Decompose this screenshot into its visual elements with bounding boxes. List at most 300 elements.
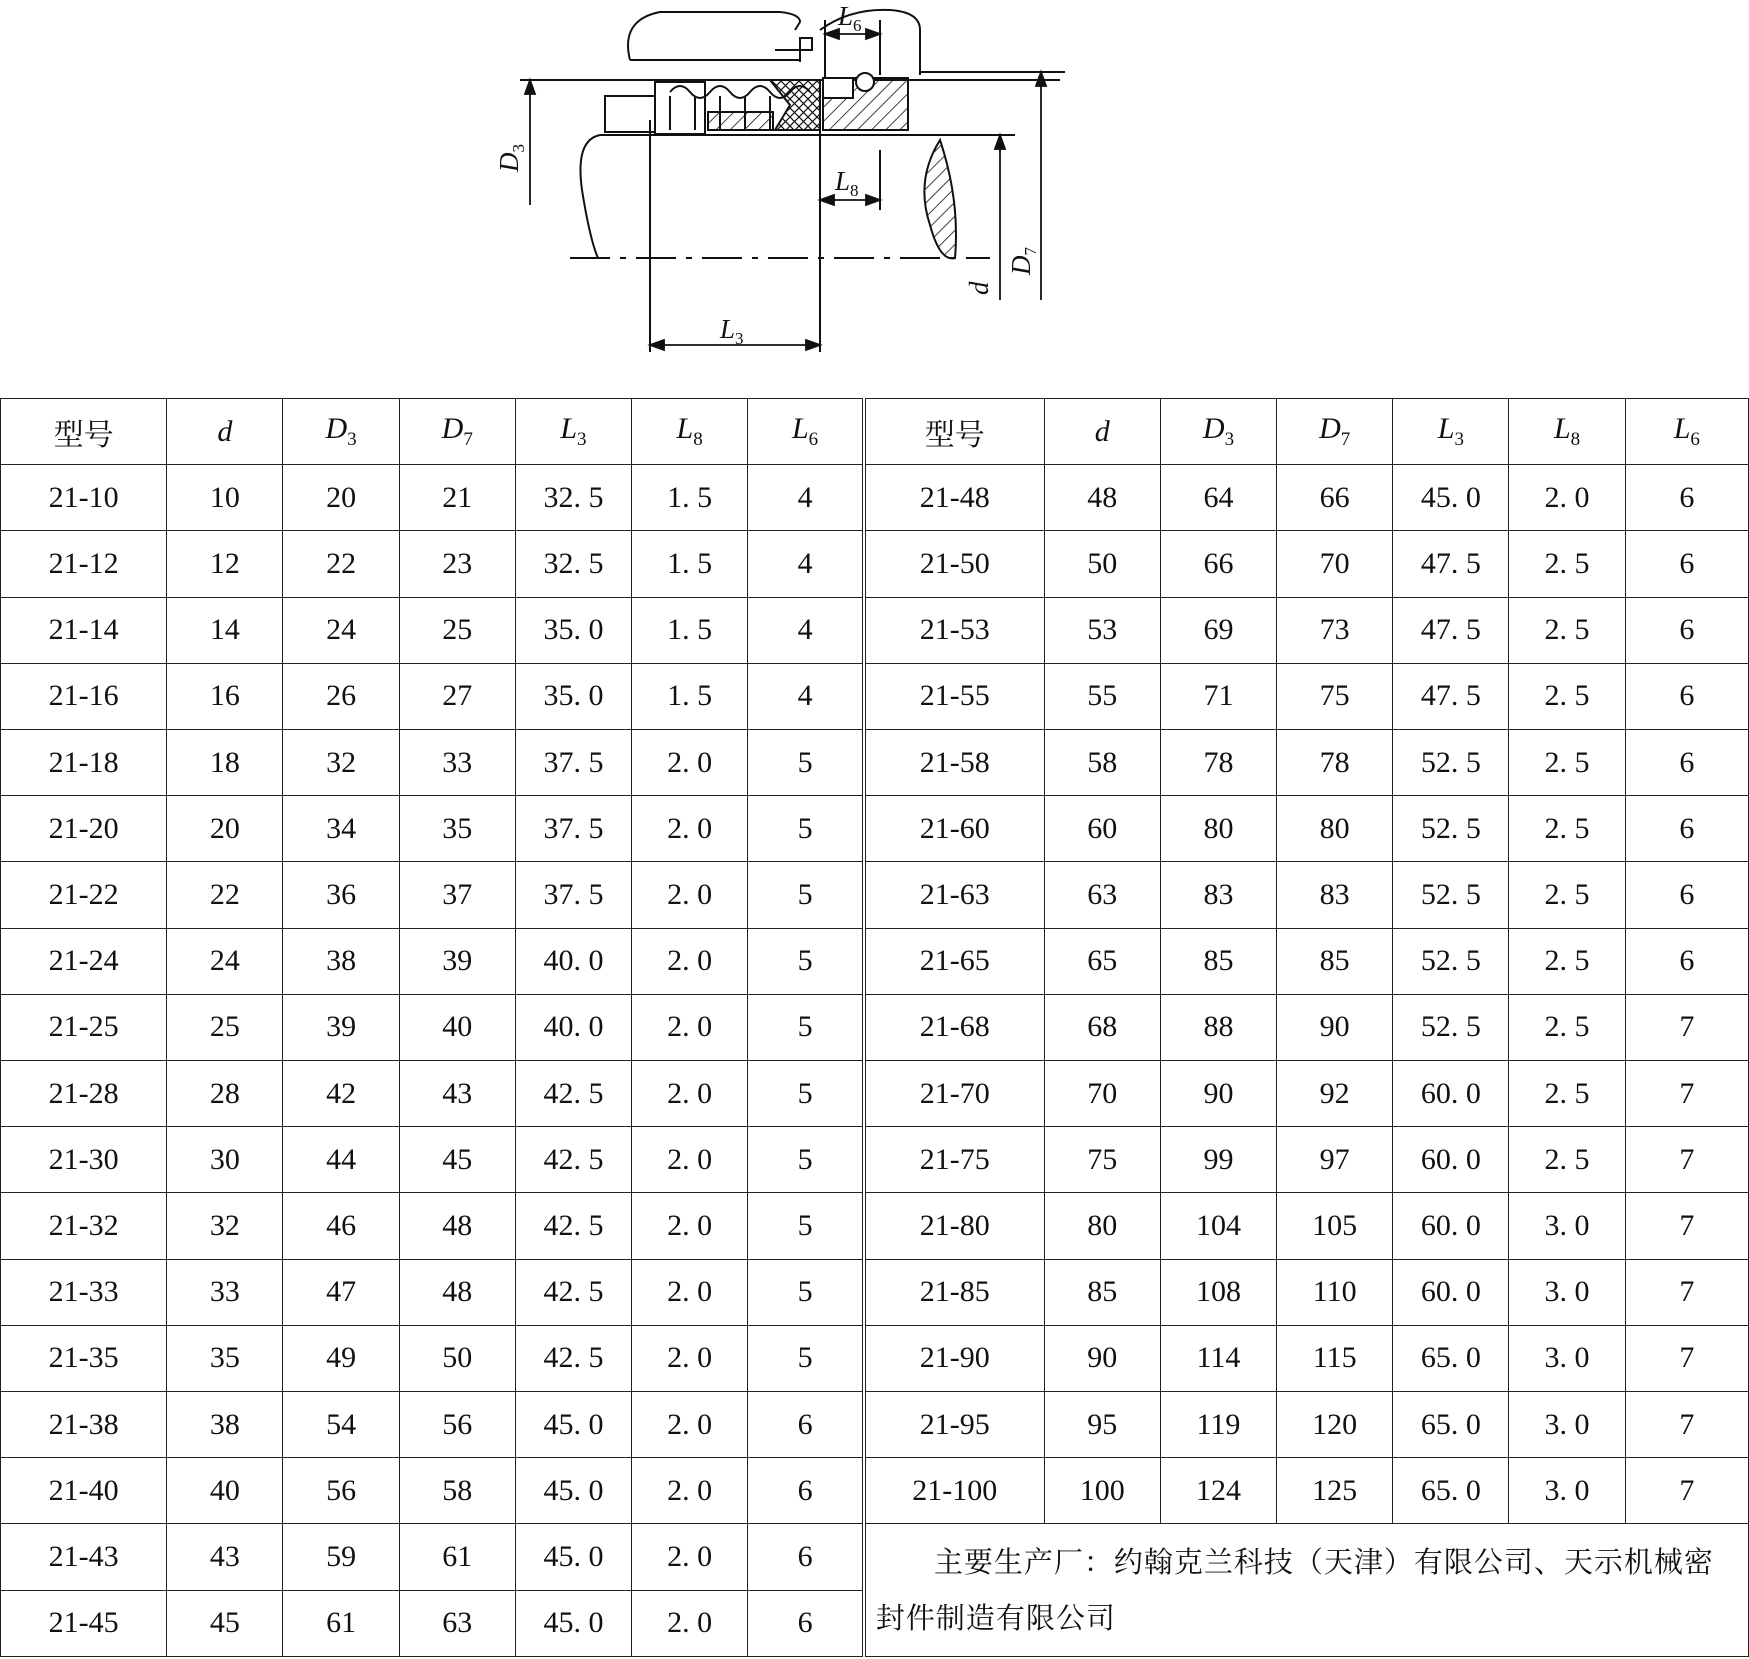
table-row (1, 994, 1749, 1060)
table-cell: 52. 5 (1393, 730, 1509, 796)
column-header-symbol: D (441, 412, 464, 446)
table-cell: 2. 0 (632, 1392, 748, 1458)
table-cell: 37 (399, 862, 515, 928)
table-cell: 21-90 (864, 1325, 1044, 1391)
table-cell: 21-20 (1, 796, 167, 862)
table-cell: 2. 5 (1509, 531, 1625, 597)
table-cell: 4 (748, 597, 864, 663)
column-header-subscript: 3 (1454, 429, 1464, 451)
table-cell: 33 (399, 730, 515, 796)
seal-outline (520, 10, 1065, 352)
table-row (1, 597, 1749, 663)
table-cell: 45. 0 (1393, 465, 1509, 531)
table-cell: 108 (1160, 1259, 1276, 1325)
column-header-symbol: d (217, 414, 233, 448)
label-L8: $L_8$ (835, 166, 859, 200)
table-cell: 21-12 (1, 531, 167, 597)
table-cell: 64 (1160, 465, 1276, 531)
column-header (399, 399, 515, 465)
table-cell: 60. 0 (1393, 1193, 1509, 1259)
column-header (167, 399, 283, 465)
column-header (1393, 399, 1509, 465)
table-cell: 6 (1625, 928, 1748, 994)
table-cell: 2. 0 (632, 994, 748, 1060)
table-cell: 59 (283, 1524, 399, 1590)
table-cell: 65. 0 (1393, 1392, 1509, 1458)
table-cell: 60. 0 (1393, 1061, 1509, 1127)
table-cell: 39 (399, 928, 515, 994)
table-cell: 68 (1044, 994, 1160, 1060)
table-cell: 1. 5 (632, 663, 748, 729)
table-cell: 6 (748, 1524, 864, 1590)
column-header (1044, 399, 1160, 465)
table-cell: 2. 0 (632, 1524, 748, 1590)
table-cell: 21-53 (864, 597, 1044, 663)
table-cell: 2. 0 (632, 1590, 748, 1656)
table-row (1, 465, 1749, 531)
table-cell: 3. 0 (1509, 1392, 1625, 1458)
header-row (1, 399, 1749, 465)
table-cell: 32. 5 (515, 465, 631, 531)
table-cell: 1. 5 (632, 531, 748, 597)
table-cell: 38 (283, 928, 399, 994)
table-cell: 52. 5 (1393, 862, 1509, 928)
column-header-subscript: 3 (1224, 429, 1235, 451)
table-cell: 4 (748, 531, 864, 597)
seal-drawing (494, 0, 1240, 365)
table-cell: 35. 0 (515, 597, 631, 663)
table-cell: 21-18 (1, 730, 167, 796)
table-cell: 105 (1277, 1193, 1393, 1259)
table-cell: 3. 0 (1509, 1325, 1625, 1391)
table-cell: 90 (1277, 994, 1393, 1060)
table-cell: 7 (1625, 994, 1748, 1060)
table-cell: 45 (399, 1127, 515, 1193)
column-header (283, 399, 399, 465)
column-header (1625, 399, 1748, 465)
table-cell: 61 (283, 1590, 399, 1656)
column-header (748, 399, 864, 465)
table-cell: 114 (1160, 1325, 1276, 1391)
table-cell: 21-100 (864, 1458, 1044, 1524)
column-header-subscript: 6 (808, 429, 819, 451)
column-header (1160, 399, 1276, 465)
table-cell: 78 (1277, 730, 1393, 796)
table-cell: 6 (1625, 862, 1748, 928)
table-cell: 65. 0 (1393, 1458, 1509, 1524)
table-cell: 39 (283, 994, 399, 1060)
table-cell: 34 (283, 796, 399, 862)
table-cell: 37. 5 (515, 862, 631, 928)
column-header-symbol: D (325, 412, 348, 446)
table-cell: 25 (167, 994, 283, 1060)
table-cell: 66 (1277, 465, 1393, 531)
column-header-symbol: L (676, 412, 694, 446)
column-header-subscript: 3 (577, 429, 587, 451)
table-cell: 21-80 (864, 1193, 1044, 1259)
table-cell: 110 (1277, 1259, 1393, 1325)
table-cell: 125 (1277, 1458, 1393, 1524)
table-cell: 73 (1277, 597, 1393, 663)
table-cell: 47. 5 (1393, 663, 1509, 729)
table-cell: 25 (399, 597, 515, 663)
seal-spec-table (0, 398, 1749, 1657)
column-header-symbol: L (1673, 412, 1691, 446)
table-cell: 83 (1277, 862, 1393, 928)
table-cell: 48 (1044, 465, 1160, 531)
table-cell: 80 (1044, 1193, 1160, 1259)
table-cell: 2. 5 (1509, 796, 1625, 862)
table-cell: 45. 0 (515, 1458, 631, 1524)
table-cell: 21-43 (1, 1524, 167, 1590)
table-cell: 5 (748, 994, 864, 1060)
table-cell: 32. 5 (515, 531, 631, 597)
table-cell: 35 (399, 796, 515, 862)
table-cell: 115 (1277, 1325, 1393, 1391)
dimension-labels (494, 1, 1040, 348)
table-cell: 6 (1625, 597, 1748, 663)
table-cell: 21-75 (864, 1127, 1044, 1193)
table-cell: 6 (1625, 730, 1748, 796)
manufacturer-note-text: 主要生产厂：约翰克兰科技（天津）有限公司、天示机械密封件制造有限公司 (875, 1545, 1714, 1636)
table-cell: 37. 5 (515, 796, 631, 862)
table-cell: 92 (1277, 1061, 1393, 1127)
table-cell: 2. 0 (632, 1061, 748, 1127)
table-cell: 10 (167, 465, 283, 531)
table-cell: 54 (283, 1392, 399, 1458)
table-row (1, 1524, 1749, 1590)
table-cell: 3. 0 (1509, 1193, 1625, 1259)
column-header: 型号 (1, 399, 167, 465)
seal-cross-section-svg (494, 0, 1240, 365)
table-cell: 42. 5 (515, 1193, 631, 1259)
table-cell: 21-85 (864, 1259, 1044, 1325)
table-cell: 3. 0 (1509, 1259, 1625, 1325)
table-cell: 75 (1044, 1127, 1160, 1193)
column-header-symbol: L (791, 412, 809, 446)
table-cell: 21-35 (1, 1325, 167, 1391)
table-cell: 47. 5 (1393, 597, 1509, 663)
table-cell: 56 (283, 1458, 399, 1524)
table-cell: 3. 0 (1509, 1458, 1625, 1524)
table-cell: 55 (1044, 663, 1160, 729)
table-cell: 21-33 (1, 1259, 167, 1325)
column-header-symbol: D (1319, 412, 1341, 446)
table-cell: 32 (283, 730, 399, 796)
table-row (1, 1259, 1749, 1325)
column-header-symbol: L (1437, 412, 1455, 446)
table-cell: 37. 5 (515, 730, 631, 796)
table-cell: 40. 0 (515, 994, 631, 1060)
column-header (515, 399, 631, 465)
table-cell: 2. 5 (1509, 928, 1625, 994)
table-cell: 32 (167, 1193, 283, 1259)
manufacturer-note (864, 1524, 1749, 1657)
table-cell: 21-48 (864, 465, 1044, 531)
table-cell: 60 (1044, 796, 1160, 862)
table-cell: 6 (1625, 796, 1748, 862)
table-cell: 6 (1625, 663, 1748, 729)
table-cell: 21-28 (1, 1061, 167, 1127)
table-cell: 21-25 (1, 994, 167, 1060)
table-cell: 1. 5 (632, 465, 748, 531)
table-cell: 2. 5 (1509, 994, 1625, 1060)
table-cell: 2. 0 (632, 862, 748, 928)
table-cell: 58 (399, 1458, 515, 1524)
column-header-subscript: 7 (1340, 429, 1351, 451)
table-cell: 2. 5 (1509, 1127, 1625, 1193)
table-cell: 52. 5 (1393, 994, 1509, 1060)
table-cell: 7 (1625, 1193, 1748, 1259)
table-cell: 60. 0 (1393, 1127, 1509, 1193)
table-row (1, 796, 1749, 862)
table-cell: 124 (1160, 1458, 1276, 1524)
table-cell: 20 (283, 465, 399, 531)
table-cell: 2. 0 (632, 1325, 748, 1391)
table-cell: 5 (748, 1127, 864, 1193)
table-cell: 88 (1160, 994, 1276, 1060)
table-cell: 70 (1044, 1061, 1160, 1127)
table-cell: 40 (167, 1458, 283, 1524)
table-row (1, 663, 1749, 729)
table-cell: 28 (167, 1061, 283, 1127)
table-row (1, 1392, 1749, 1458)
table-cell: 71 (1160, 663, 1276, 729)
table-cell: 50 (1044, 531, 1160, 597)
table-cell: 14 (167, 597, 283, 663)
label-L6: $L_6$ (838, 1, 862, 35)
table-cell: 6 (748, 1590, 864, 1656)
table-cell: 30 (167, 1127, 283, 1193)
table-cell: 42 (283, 1061, 399, 1127)
table-cell: 40 (399, 994, 515, 1060)
label-D7: $D_7$ (1006, 247, 1040, 275)
column-header-symbol: D (1202, 412, 1225, 446)
table-cell: 47. 5 (1393, 531, 1509, 597)
table-cell: 45. 0 (515, 1524, 631, 1590)
dimension-arrows (525, 29, 1046, 350)
table-cell: 80 (1160, 796, 1276, 862)
table-row (1, 1325, 1749, 1391)
table-cell: 7 (1625, 1392, 1748, 1458)
table-cell: 42. 5 (515, 1259, 631, 1325)
table-cell: 38 (167, 1392, 283, 1458)
table-cell: 21-58 (864, 730, 1044, 796)
table-cell: 33 (167, 1259, 283, 1325)
table-cell: 90 (1160, 1061, 1276, 1127)
table-cell: 21-45 (1, 1590, 167, 1656)
table-cell: 119 (1160, 1392, 1276, 1458)
column-header (632, 399, 748, 465)
table-cell: 26 (283, 663, 399, 729)
table-cell: 97 (1277, 1127, 1393, 1193)
column-header-subscript: 8 (1570, 429, 1581, 451)
label-L3: $L_3$ (720, 314, 744, 348)
table-cell: 18 (167, 730, 283, 796)
table-cell: 61 (399, 1524, 515, 1590)
table-cell: 27 (399, 663, 515, 729)
table-cell: 21-60 (864, 796, 1044, 862)
table-cell: 42. 5 (515, 1127, 631, 1193)
table-cell: 42. 5 (515, 1325, 631, 1391)
table-cell: 44 (283, 1127, 399, 1193)
table-cell: 21-55 (864, 663, 1044, 729)
table-cell: 24 (283, 597, 399, 663)
table-cell: 5 (748, 862, 864, 928)
table-cell: 4 (748, 663, 864, 729)
column-header-symbol: L (560, 412, 578, 446)
table-cell: 35 (167, 1325, 283, 1391)
column-header-subscript: 3 (347, 429, 357, 451)
table-row (1, 1193, 1749, 1259)
column-header-subscript: 7 (463, 429, 473, 451)
table-cell: 5 (748, 1325, 864, 1391)
table-cell: 7 (1625, 1325, 1748, 1391)
table-cell: 35. 0 (515, 663, 631, 729)
table-cell: 21-32 (1, 1193, 167, 1259)
table-cell: 85 (1044, 1259, 1160, 1325)
table-cell: 2. 0 (632, 1458, 748, 1524)
column-header (1277, 399, 1393, 465)
table-cell: 99 (1160, 1127, 1276, 1193)
table-cell: 80 (1277, 796, 1393, 862)
table-cell: 21-14 (1, 597, 167, 663)
column-header-symbol: L (1553, 412, 1571, 446)
table-cell: 120 (1277, 1392, 1393, 1458)
table-cell: 85 (1277, 928, 1393, 994)
table-row (1, 1127, 1749, 1193)
table-cell: 21 (399, 465, 515, 531)
table-cell: 104 (1160, 1193, 1276, 1259)
table-cell: 21-95 (864, 1392, 1044, 1458)
table-cell: 48 (399, 1259, 515, 1325)
table-body (1, 399, 1749, 1657)
column-header-symbol: d (1094, 414, 1110, 448)
table-cell: 2. 5 (1509, 730, 1625, 796)
table-cell: 6 (1625, 465, 1748, 531)
table-cell: 83 (1160, 862, 1276, 928)
table-cell: 6 (1625, 531, 1748, 597)
table-row (1, 730, 1749, 796)
table-cell: 2. 5 (1509, 663, 1625, 729)
table-row (1, 862, 1749, 928)
table-cell: 70 (1277, 531, 1393, 597)
table-cell: 2. 5 (1509, 1061, 1625, 1127)
label-d: d (964, 281, 994, 295)
table-cell: 6 (748, 1392, 864, 1458)
table-row (1, 531, 1749, 597)
table-cell: 65 (1044, 928, 1160, 994)
table-cell: 24 (167, 928, 283, 994)
table-cell: 5 (748, 730, 864, 796)
table-cell: 85 (1160, 928, 1276, 994)
table-cell: 52. 5 (1393, 796, 1509, 862)
table-cell: 40. 0 (515, 928, 631, 994)
table-cell: 2. 0 (632, 928, 748, 994)
table-cell: 90 (1044, 1325, 1160, 1391)
column-header: 型号 (864, 399, 1044, 465)
table-cell: 2. 5 (1509, 597, 1625, 663)
table-cell: 21-65 (864, 928, 1044, 994)
label-D3: $D_3$ (494, 144, 528, 172)
table-cell: 42. 5 (515, 1061, 631, 1127)
table-cell: 5 (748, 1193, 864, 1259)
table-cell: 58 (1044, 730, 1160, 796)
table-cell: 56 (399, 1392, 515, 1458)
table-cell: 78 (1160, 730, 1276, 796)
table-cell: 43 (399, 1061, 515, 1127)
table-cell: 23 (399, 531, 515, 597)
table-cell: 16 (167, 663, 283, 729)
table-cell: 21-16 (1, 663, 167, 729)
table-cell: 63 (399, 1590, 515, 1656)
table-cell: 50 (399, 1325, 515, 1391)
table-cell: 95 (1044, 1392, 1160, 1458)
table-cell: 22 (283, 531, 399, 597)
table-cell: 2. 0 (632, 1127, 748, 1193)
table-cell: 63 (1044, 862, 1160, 928)
table-cell: 5 (748, 928, 864, 994)
table-row (1, 1458, 1749, 1524)
table-cell: 2. 0 (632, 1193, 748, 1259)
table-cell: 5 (748, 1061, 864, 1127)
column-header-subscript: 8 (693, 429, 703, 451)
table-cell: 7 (1625, 1259, 1748, 1325)
table-cell: 47 (283, 1259, 399, 1325)
table-cell: 69 (1160, 597, 1276, 663)
table-cell: 100 (1044, 1458, 1160, 1524)
table-cell: 36 (283, 862, 399, 928)
table-cell: 49 (283, 1325, 399, 1391)
table-row (1, 928, 1749, 994)
column-header (1509, 399, 1625, 465)
table-cell: 7 (1625, 1458, 1748, 1524)
table-cell: 7 (1625, 1127, 1748, 1193)
table-cell: 75 (1277, 663, 1393, 729)
table-cell: 65. 0 (1393, 1325, 1509, 1391)
table-cell: 12 (167, 531, 283, 597)
table-cell: 21-63 (864, 862, 1044, 928)
table-cell: 7 (1625, 1061, 1748, 1127)
table-cell: 2. 5 (1509, 862, 1625, 928)
table-cell: 2. 0 (632, 1259, 748, 1325)
table-cell: 4 (748, 465, 864, 531)
table-cell: 6 (748, 1458, 864, 1524)
table-cell: 53 (1044, 597, 1160, 663)
table-cell: 52. 5 (1393, 928, 1509, 994)
table-cell: 2. 0 (632, 730, 748, 796)
table-cell: 46 (283, 1193, 399, 1259)
table-cell: 22 (167, 862, 283, 928)
table-cell: 45. 0 (515, 1590, 631, 1656)
table-cell: 2. 0 (1509, 465, 1625, 531)
table-cell: 45 (167, 1590, 283, 1656)
table-cell: 21-24 (1, 928, 167, 994)
table-cell: 5 (748, 1259, 864, 1325)
table-cell: 48 (399, 1193, 515, 1259)
table-cell: 21-50 (864, 531, 1044, 597)
table-cell: 66 (1160, 531, 1276, 597)
table-cell: 5 (748, 796, 864, 862)
table-cell: 21-70 (864, 1061, 1044, 1127)
column-header-subscript: 6 (1690, 429, 1700, 451)
table-cell: 21-38 (1, 1392, 167, 1458)
table-cell: 60. 0 (1393, 1259, 1509, 1325)
table-cell: 1. 5 (632, 597, 748, 663)
table-cell: 21-22 (1, 862, 167, 928)
table-cell: 21-10 (1, 465, 167, 531)
table-cell: 45. 0 (515, 1392, 631, 1458)
